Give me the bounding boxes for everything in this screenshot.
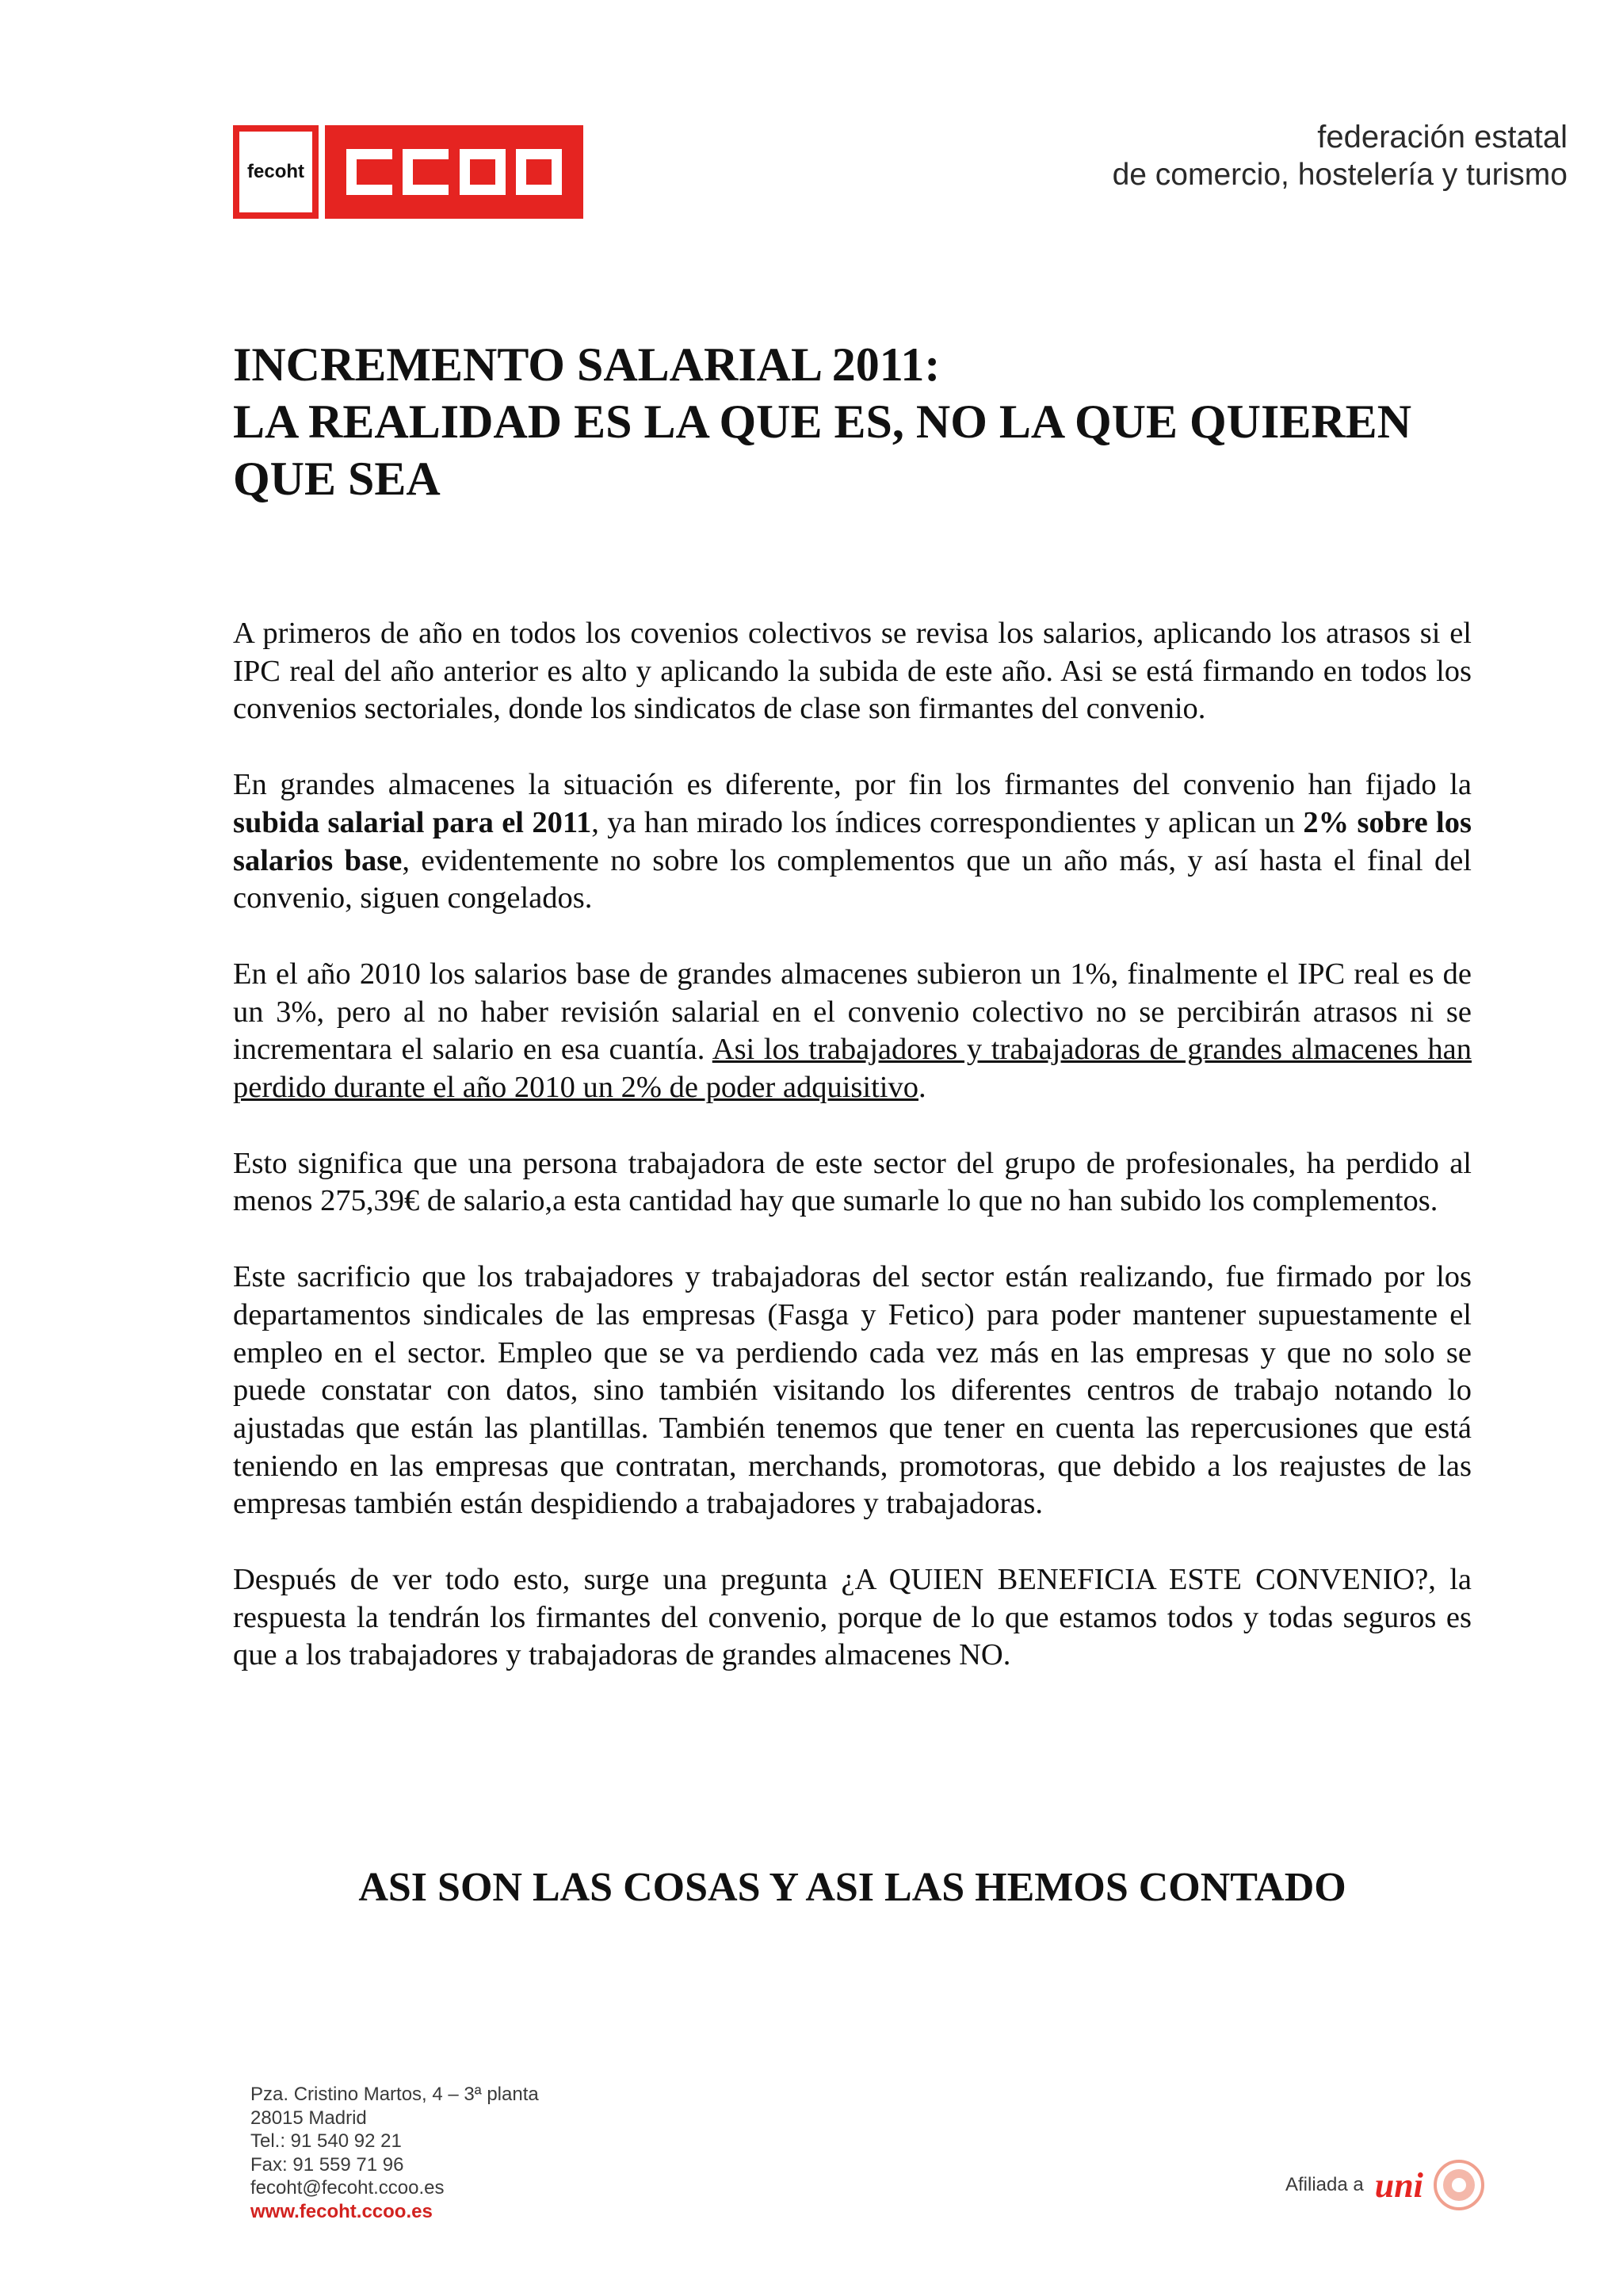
paragraph-3 [233,956,1472,1107]
paragraph-6: Después de ver todo esto, surge una pregunta ¿A QUIEN BENEFICIA ESTE CONVENIO?, la respuesta la tendrán los firmantes del convenio, porque de lo que estamos todos y todas seguros es que a los trabajadores y trabajadoras de grandes almacenes NO. [233,1563,1472,1672]
page-header [0,0,1623,238]
footer-city: 28015 Madrid [250,2107,367,2129]
paragraph-3-part-c: . [918,1071,926,1105]
footer-tel: Tel.: 91 540 92 21 [250,2130,402,2152]
footer-fax: Fax: 91 559 71 96 [250,2153,404,2176]
document-title [233,336,1477,507]
ccoo-letter-c1 [346,149,392,195]
footer-address [250,2083,539,2223]
paragraph-5: Este sacrificio que los trabajadores y trabajadoras del sector están realizando, fue firmado por los departamentos sindicales de las empresas (Fasga y Fetico) para poder mantener supuestamente el empleo en el sector. Empleo que se va perdiendo cada vez más en las empresas y que no solo se puede constatar con datos, sino también visitando los diferentes centros de trabajo notando lo ajustadas que están las plantillas. También tenemos que tener en cuenta las repercusiones que está teniendo en las empresas que contratan, merchands, promotoras, que debido a los reajustes de las empresas también están despidiendo a trabajadores y trabajadoras. [233,1260,1472,1521]
ccoo-logo [233,125,583,219]
fecoht-logo-box [233,125,319,219]
paragraph-1: A primeros de año en todos los covenios colectivos se revisa los salarios, aplicando los atrasos si el IPC real del año anterior es alto y aplicando la subida de este año. Asi se está firmando en todos los convenios sectoriales, donde los sindicatos de clase son firmantes del convenio. [233,617,1472,726]
paragraph-2-part-a: En grandes almacenes la situación es diferente, por fin los firmantes del convenio han fijado la [233,768,1472,802]
title-line-3: QUE SEA [233,453,441,505]
federation-line-2: de comercio, hostelería y turismo [1112,158,1568,192]
footer-email[interactable]: fecoht@fecoht.ccoo.es [250,2177,445,2199]
paragraph-3-part-a: En el año 2010 los salarios base de grandes almacenes subieron un 1%, finalmente el IPC real es de un 3%, pero al no haber revisión salarial en el convenio colectivo no se percibirán atrasos ni se incrementara el salario en esa cuantía. [233,957,1472,1067]
ccoo-letter-o1 [460,149,506,195]
federation-name [1113,119,1568,193]
paragraph-4: Esto significa que una persona trabajadora de este sector del grupo de profesionales, ha perdido al menos 275,39€ de salario,a esta cantidad hay que sumarle lo que no han subido los complementos. [233,1146,1472,1218]
footer-website[interactable]: www.fecoht.ccoo.es [250,2200,433,2222]
affiliation-label: Afiliada a [1285,2174,1364,2195]
paragraph-2-part-c: , ya han mirado los índices correspondientes y aplican un [591,805,1304,839]
paragraph-2-part-e: , evidentemente no sobre los complementos que un año más, y así hasta el final del convenio, siguen congelados. [233,843,1472,915]
federation-line-1: federación estatal [1317,120,1568,155]
paragraph-2 [233,766,1472,918]
closing-statement: ASI SON LAS COSAS Y ASI LAS HEMOS CONTADO [358,1865,1346,1910]
paragraph-2-bold-1: subida salarial para el 2011 [233,805,592,839]
title-line-1: INCREMENTO SALARIAL 2011: [233,338,941,391]
title-line-2: LA REALIDAD ES LA QUE ES, NO LA QUE QUIEREN [233,395,1412,448]
affiliation [1285,2159,1485,2211]
ccoo-letter-c2 [403,149,449,195]
ccoo-letter-o2 [516,149,562,195]
document-body [233,615,1472,1713]
paragraph-3-underlined: Asi los trabajadores y trabajadoras de grandes almacenes han perdido durante el año 2010 un 2% de poder adquisitivo [233,1033,1472,1105]
fecoht-logo-text: fecoht [239,132,312,212]
uni-badge-icon [1433,2159,1485,2211]
paragraph-2-bold-2: 2% sobre los salarios base [233,805,1472,877]
uni-logo-text: uni [1374,2165,1423,2205]
ccoo-logo-box [325,125,583,219]
footer-street: Pza. Cristino Martos, 4 – 3ª planta [250,2084,539,2105]
